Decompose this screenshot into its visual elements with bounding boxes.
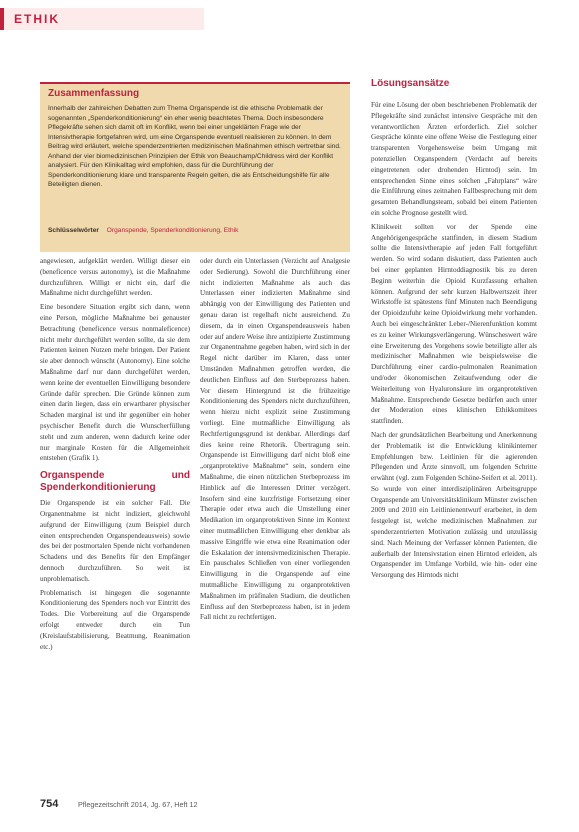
journal-reference: Pflegezeitschrift 2014, Jg. 67, Heft 12 (78, 800, 198, 809)
left-paragraph: Eine besondere Situation ergibt sich dann, wenn eine Person, mögliche Maßnahme bei genauster Betrachtung (beneficence versus nonmaleficence) nicht mehr durchgeführt werden sollte, da sie dem Patienten keinen Nutzen mehr bringen. Der Patient sie aber dennoch wünscht (Autonomy). Eine solche Maßnahme darf nur dann durchgeführt werden, wenn keine der eventuellen Einwilligung besondere Gründe dafür sprechen. Die Gründe können zum einen darin liegen, dass ein erwartbarer physischer Schaden marginal ist und ihr gegenüber ein hoher psychischer Benefit durch die Wunscherfüllung steht und zum anderen, wenn dadurch keine oder nur marginale Kosten für die Allgemeinheit entstehen (Grafik 1). (40, 303, 190, 463)
left-column (40, 256, 190, 655)
right-column (371, 100, 537, 584)
right-paragraph: Klinikweit sollten vor der Spende eine Angehörigengespräche stattfinden, in diesem Stadium sollte die Intensivtherapie auf jeden Fall fortgeführt werden. So wird sodann diskutiert, dass Patienten auch bei einer geplanten Hirntoddiagnostik bis zu deren Beginn weiterhin die Opioid Kurzfassung erhalten können. Aufgrund der sehr kurzen Halbwertszeit ihrer Wirkstoffe ist spätestens fünf Minuten nach Beendigung der Opioidzufuhr keine Opioidwirkung mehr vorhanden. Auch bei eingeschränkter Leber-/Nierenfunktion kommt es zu keiner Wirkungsverlängerung. Wünscheswert wäre eine Erweiterung des Vorgehens sowie beteiligte aller als medizinischer Maßnahmen wie beispielsweise die Durchführung einer cardio-pulmonalen Reanimation und/oder ökonomischen Zeitaufwendung oder die Weiterleitung von Hyaluronsäure im organprotektiven Maßnahme. Entsprechende Gesetze bedürfen auch unter der Moderation eines klinischen Ethikkomitees stattfinden. (371, 222, 537, 426)
keywords-value: Organspende, Spenderkonditionierung, Ethik (106, 227, 239, 234)
page-footer (40, 798, 540, 814)
middle-paragraph: oder durch ein Unterlassen (Verzicht auf Analgesie oder Sedierung). Sowohl die Durchführung einer nicht indizierten Maßnahme als auch das Unterlassen einer indizierten Maßnahme sind abhängig von der Einwilligung des Patienten und genau daran ist regelhaft nicht ausreichend. Zu diesem, da in einen Organspendeausweis haben oder auf andere Weise ihre antizipierte Zustimmung zur Organentnahme gegeben haben, wird sich in der Regel nicht darüber im Klaren, dass unter Umständen Maßnahmen getroffen werden, die deutlichen Einfluss auf den Sterbeprozess haben. Vor diesem Hintergrund ist die frühzeitige Konditionierung des Spenders nicht durchzuführen, wenn hierzu nicht explizit seine Zustimmung vorliegt. Eine mutmaßliche Einwilligung als Rechtfertigungsgrund ist denkbar. Allerdings darf dies keine reine Rhetorik. Übertragung sein. Organspende ist Einwilligung darf nicht bloß eine „organprotektive Maßnahme“ sein, sondern eine Maßnahme, die einen nützlichen Sterbeprozess im Hinblick auf die Interessen Dritter verzögert. Insofern sind eine kurzfristige Fortsetzung einer Therapie oder etwa auch die Umstellung einer Medikation im organprotektiven Sinne im Kontext einer mutmaßlichen Einwilligung eher denkbar als massive Eingriffe wie etwa eine Reanimation oder die Eskalation der intensivmedizinischen Therapie. Ein pauschales Schließen von einer vorliegenden Einwilligung in die Organspende auf eine mutmaßliche Einwilligung zu organprotektiven Maßnahmen im präfinalen Stadium, die deutlichen Einfluss auf den Sterbeprozess haben, ist in jedem Fall nicht zu rechtfertigen. (200, 257, 350, 622)
abstract-box (40, 82, 350, 252)
abstract-keywords (48, 226, 342, 235)
section-tag-label: ETHIK (14, 12, 60, 26)
abstract-heading: Zusammenfassung (48, 88, 140, 99)
right-paragraph: Nach der grundsätzlichen Bearbeitung und Anerkennung der Problematik ist die Entwicklung klinikinterner Empfehlungen bzw. Leitlinien für die agierenden Pflegenden und Ärzte sinnvoll, um folgenden Schritte erwähnt (vgl. zum Folgenden Schöne-Seifert et al. 2011). So wurde von einer interdisziplinären Arbeitsgruppe Organspende am Universitätsklinikum Münster zwischen 2009 und 2010 ein Leitlinienentwurf erarbeitet, in dem festgelegt ist, welche medizinischen Maßnahmen zur spenderzentrierten Motivation zulässig und unzulässig sind. Nach Meinung der Verfasser können Patienten, die außerhalb der Intensivstation einen Hirntod erleiden, als Organspender im Umfange Vorbild, wie hin- oder eine Versorgung des Hirntods nicht (371, 430, 537, 580)
left-paragraph: Die Organspende ist ein solcher Fall. Die Organentnahme ist nicht indiziert, gleichwohl aufgrund der Einwilligung (zum Beispiel durch einen entsprechenden Organspendeausweis) sowie des bei der postmortalen Spende nicht vorhandenen Schadens und des Benefits für den Empfänger dennoch durchzuführen. So weit ist unproblematisch. (40, 499, 190, 583)
organspende-heading: Organspende und Spenderkonditionierung (40, 470, 190, 494)
right-paragraph: Für eine Lösung der oben beschriebenen Problematik der Pflegekräfte sind zunächst intensive Gespräche mit den verantwortlichen Ärzten erforderlich. Ziel solcher Gespräche könnte eine offene Weise die Festlegung einer transparenten Vorgehensweise beim Umgang mit potenziellen Organspendern (Verdacht auf bereits eingetretenen oder drohenden Hirntod) sein. Im entsprechenden Sinne eines solchen „Fahrplans“ wäre die Einführung eines zeitnahen Fallbesprechung mit dem gesamten Behandlungsteam, sobald bei einem Patienten ein solche Prognose gestellt wird. (371, 101, 537, 217)
middle-column (200, 256, 350, 626)
left-paragraph: Problematisch ist hingegen die sogenannte Konditionierung des Spenders noch vor Eintritt des Todes. Die Vorbereitung auf die Organspende erfolgt entweder durch ein Tun (Kreislaufstabilisierung, Beatmung, Reanimation etc.) (40, 588, 190, 651)
page-number: 754 (40, 798, 59, 810)
section-tag (0, 8, 204, 30)
left-paragraph: angewiesen, aufgeklärt werden. Willigt dieser ein (beneficence versus autonomy), ist die Maßnahme durchzuführen. Willigt er nicht ein, darf die Maßnahme nicht durchgeführt werden. (40, 257, 190, 298)
solutions-heading: Lösungsansätze (371, 78, 450, 89)
abstract-body: Innerhalb der zahlreichen Debatten zum Thema Organspende ist die ethische Problematik der sogenannten „Spenderkonditionierung“ ein eher wenig beachtetes Thema. Doch insbesondere Pflegekräfte sehen sich damit oft im Konflikt, wenn bei einer ungeklärten Frage wie der Intensivtherapie fortgefahren wird, um eine Organspende eventuell realisieren zu können. In dem Beitrag wird erläutert, welche spenderzentrierten medizinischen Maßnahmen ethisch vertretbar sind. Anhand der vier biomedizinischen Prinzipien der Ethik von Beauchamp/Childress wird der Konflikt analysiert. Für den Klinikalltag wird empfohlen, dass für die Durchführung der Spenderkonditionierung klare und transparente Regeln gelten, die als Entscheidungshilfe für alle Beteiligten dienen. (48, 105, 341, 188)
keywords-label: Schlüsselwörter (48, 227, 99, 234)
